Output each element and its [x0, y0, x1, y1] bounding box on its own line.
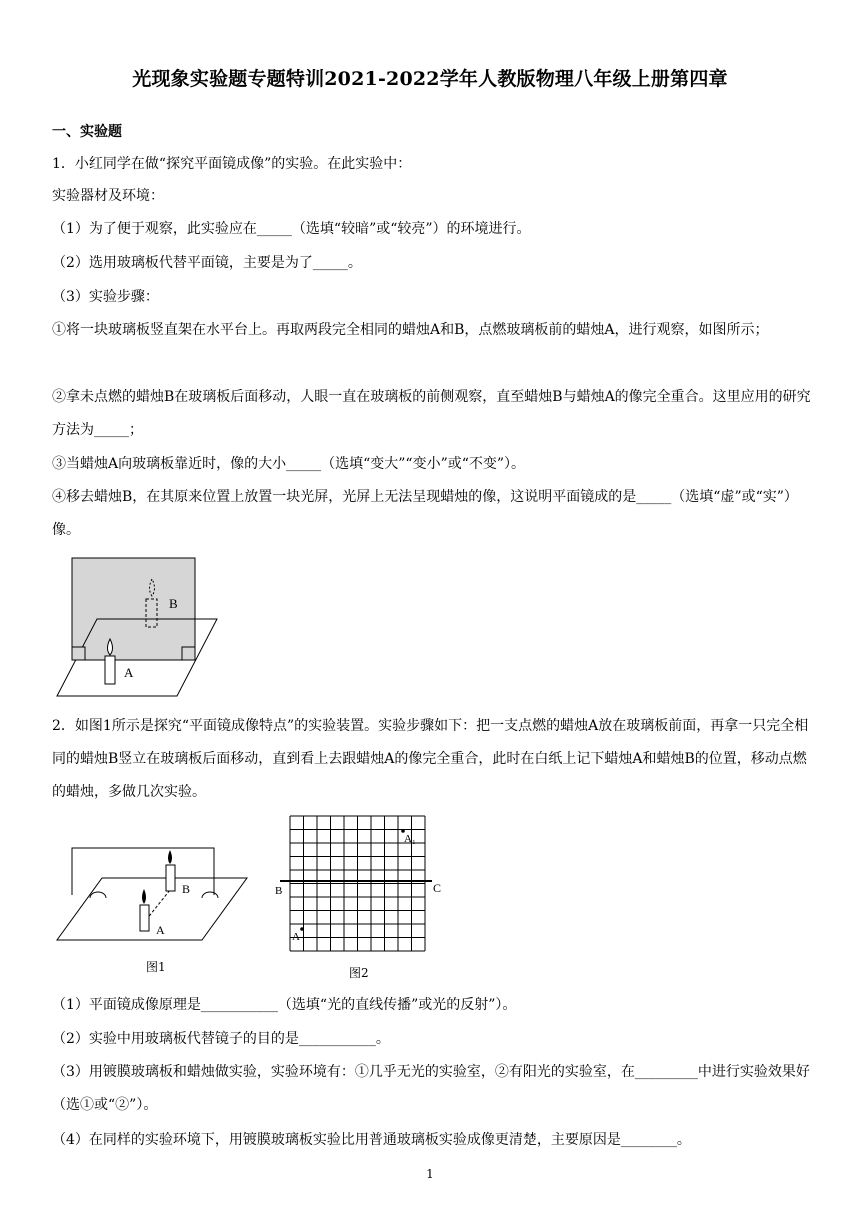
page-number: 1 [426, 1167, 434, 1181]
q1-intro: 1．小红同学在做“探究平面镜成像”的实验。在此实验中： [52, 156, 412, 172]
document-title: 光现象实验题专题特训2021-2022学年人教版物理八年级上册第四章 [132, 68, 728, 90]
q1-step-4: ④移去蜡烛B，在其原来位置上放置一块光屏，光屏上无法呈现蜡烛的像，这说明平面镜成的是_____（选填“虚”或“实”）像。 [52, 489, 798, 538]
q1-mirror-figure [52, 553, 222, 698]
point-a1-label: A₁ [404, 833, 416, 845]
point-a-label: A [292, 931, 300, 943]
q2-part-1: （1）平面镜成像原理是___________（选填“光的直线传播”或光的反射”）。 [52, 997, 517, 1013]
q2-part-3: （3）用镀膜玻璃板和蜡烛做实验，实验环境有：①几乎无光的实验室，②有阳光的实验室，在_________中进行实验效果好（选①或“②”）。 [52, 1064, 810, 1113]
q1-step-3: ③当蜡烛A向玻璃板靠近时，像的大小_____（选填“变大”“变小”或“不变”）。 [52, 456, 526, 472]
fig1-candle-a-label: A [156, 923, 165, 937]
fig1-candle-b-label: B [182, 882, 191, 896]
q2-part-2: （2）实验中用玻璃板代替镜子的目的是___________。 [52, 1031, 390, 1047]
q1-env: 实验器材及环境： [52, 188, 164, 204]
q2-figure-2-grid [272, 812, 447, 952]
fig1-caption: 图1 [146, 960, 166, 974]
line-c-label: C [433, 881, 442, 895]
q1-part-1: （1）为了便于观察，此实验应在_____（选填“较暗”或“较亮”）的环境进行。 [52, 221, 531, 237]
q2-intro: 2．如图1所示是探究“平面镜成像特点”的实验装置。实验步骤如下：把一支点燃的蜡烛A放在玻璃板前面，再拿一只完全相同的蜡烛B竖立在玻璃板后面移动，直到看上去跟蜡烛A的像完全重合，此时在白纸上记下蜡烛A和蜡烛B的位置，移动点燃的蜡烛，多做几次实验。 [52, 718, 809, 800]
section-heading: 一、实验题 [52, 124, 122, 140]
candle-a-label: A [124, 665, 134, 680]
q1-step-2: ②拿未点燃的蜡烛B在玻璃板后面移动，人眼一直在玻璃板的前侧观察，直至蜡烛B与蜡烛A的像完全重合。这里应用的研究方法为_____； [52, 389, 811, 438]
q1-part-3: （3）实验步骤： [52, 289, 159, 305]
line-b-label: B [275, 885, 283, 897]
candle-b-label: B [169, 596, 178, 611]
fig2-caption: 图2 [349, 966, 369, 980]
q2-part-4: （4）在同样的实验环境下，用镀膜玻璃板实验比用普通玻璃板实验成像更清楚，主要原因是________。 [52, 1132, 691, 1148]
q2-figure-1 [52, 820, 252, 950]
q1-step-1: ①将一块玻璃板竖直架在水平台上。再取两段完全相同的蜡烛A和B，点燃玻璃板前的蜡烛A，进行观察，如图所示； [52, 322, 769, 338]
q1-part-2: （2）选用玻璃板代替平面镜，主要是为了_____。 [52, 255, 362, 271]
